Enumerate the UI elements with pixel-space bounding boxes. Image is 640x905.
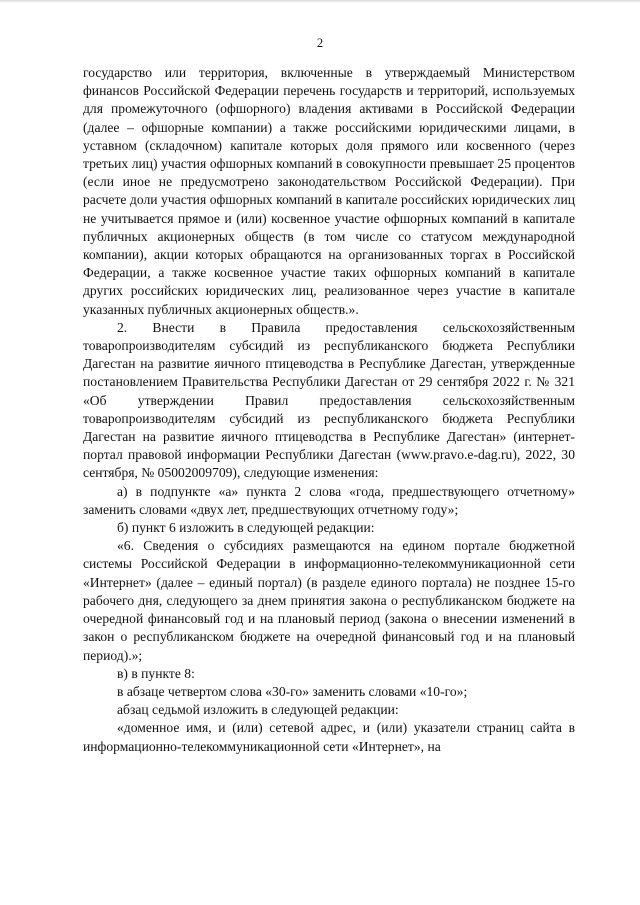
paragraph-subitem-b: б) пункт 6 изложить в следующей редакции:	[117, 520, 375, 536]
paragraph-abzats-7: абзац седьмой изложить в следующей редакции:	[117, 702, 399, 718]
paragraph-abzats-4: в абзаце четвертом слова «30-го» заменить словами «10-го»;	[117, 683, 468, 699]
paragraph-offshore-continuation: государство или территория, включенные в утверждаемый Министерством финансов Российской Федерации перечень государств и территорий, используемых для промежуточного (офшорного) владения активами в Российской Федерации (далее – офшорные компании) а также российскими юридическими лицами, в уставном (складочном) капитале которых доля прямого или косвенного (через третьих лиц) участия офшорных компаний в совокупности превышает 25 процентов (если иное не предусмотрено законодательством Российской Федерации). При расчете доли участия офшорных компаний в капитале российских юридических лиц не учитывается прямое и (или) косвенное участие офшорных компаний в капитале публичных акционерных обществ (в том числе со статусом международной компании), акции которых обращаются на организованных торгах в Российской Федерации, а также косвенное участие таких офшорных компаний в капитале других российских юридических лиц, реализованное через участие в капитале указанных публичных акционерных обществ.».	[83, 65, 575, 317]
paragraph-item-6-text: «6. Сведения о субсидиях размещаются на едином портале бюджетной системы Российской Федерации в информационно-телекоммуникационной сети «Интернет» (далее – единый портал) (в разделе единого портала) не позднее 15-го рабочего дня, следующего за днем принятия закона о республиканском бюджете на очередной финансовый год и на плановый период (закона о внесении изменений в закон о республиканском бюджете на очередной финансовый год и на плановый период).»;	[83, 538, 575, 663]
scan-edge	[0, 0, 640, 3]
paragraph-item-2-amendments: 2. Внести в Правила предоставления сельскохозяйственным товаропроизводителям субсидий из республиканского бюджета Республики Дагестан на развитие яичного птицеводства в Республике Дагестан, утвержденные постановлением Правительства Республики Дагестан от 29 сентября 2022 г. № 321 «Об утверждении Правил предоставления сельскохозяйственным товаропроизводителям субсидий из республиканского бюджета Республики Дагестан на развитие яичного птицеводства в Республике Дагестан» (интернет-портал правовой информации Республики Дагестан (www.pravo.e-dag.ru), 2022, 30 сентября, № 05002009709), следующие изменения:	[83, 319, 575, 481]
paragraph-subitem-v: в) в пункте 8:	[117, 665, 195, 681]
paragraph-domain-name: «доменное имя, и (или) сетевой адрес, и (или) указатели страниц сайта в информационно-телекоммуникационной сети «Интернет», на	[83, 720, 575, 754]
document-body	[83, 64, 575, 756]
page-number: 2	[316, 36, 324, 50]
paragraph-subitem-a: а) в подпункте «а» пункта 2 слова «года, предшествующего отчетному» заменить словами «двух лет, предшествующих отчетному году»;	[83, 483, 575, 517]
